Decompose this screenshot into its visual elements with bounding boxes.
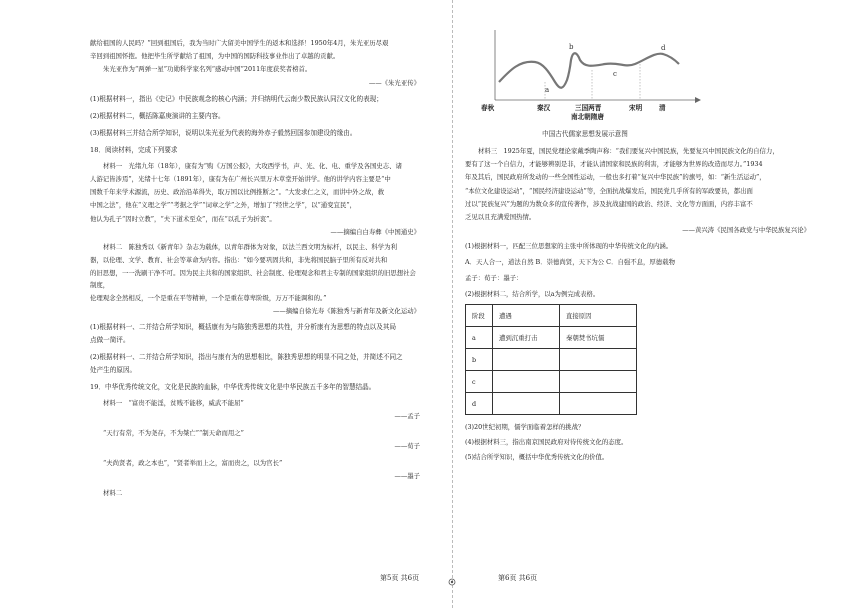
table-cell (493, 393, 560, 415)
right-page (430, 0, 860, 608)
page-number: 第6页 共6页 (498, 574, 538, 582)
material-line: 过以“民族复兴”为题的为数众多的宣传著作，涉及抗战建国的政治、经济、文化等方面面，内容丰富不 (465, 199, 753, 208)
material-line: 要有了这一个自信力，才能够辨别是非，才能认清国家和民族的利害，才能够为世界的改造而尽力。”1934 (465, 160, 763, 169)
table-cell (493, 349, 560, 371)
question-item: (4)根据材料三，指出南京国民政府对待传统文化的态度。 (465, 438, 628, 447)
point-label-c: c (613, 70, 617, 78)
question-item: (2)根据材料一、二并结合所学知识，指出与康有为的思想相比，陈独秀思想的明显不同之处，并简述不同之 (90, 353, 403, 362)
text-line: 辛回到祖国怀抱。他把毕生所学献给了祖国，为中国的国防科技事业作出了卓越的贡献。 (90, 52, 340, 61)
table-cell (493, 371, 560, 393)
diagram-caption: 中国古代儒家思想发展示意图 (542, 130, 628, 138)
quote-line: 材料二 (103, 489, 123, 498)
era-label-songming: 宋明 (629, 104, 643, 112)
material-line: “本位文化建设运动”，“国民经济建设运动”等，全面抗战爆发后，国民党几乎所有的军政要员，都出面 (465, 186, 753, 195)
era-label-qing: 清 (659, 104, 666, 112)
material-line: 材料三 1925年夏，国民党理论家戴季陶声称：“我们要复兴中国民族，先要复兴中国民族文化的自信力， (478, 147, 779, 155)
text-line: 献给祖国的人民吗？”回到祖国后，我为当时广大留美中国学生的返本和选择！1950年4月，朱光亚历尽艰 (90, 39, 389, 47)
source-citation: ——摘编自徐光寿《陈独秀与新青年及新文化运动》 (273, 307, 420, 316)
era-label-qinhan: 秦汉 (537, 104, 551, 112)
material-line: 伦理观念全然相反，一个是重在平等精神，一个是重在尊卑阶级，万万不能调和的。” (90, 293, 327, 302)
point-label-d: d (661, 44, 666, 52)
material-line: 器，以伦理、文学、教育、社会等革命为内容。指出：“如今要巩固共和，非先将国民脑子里所有反对共和 (90, 256, 388, 265)
question-item: (3)20世纪初期，儒学面临着怎样的挑战？ (465, 423, 585, 432)
table-cell: b (466, 349, 493, 371)
text-line: 朱光亚作为“两弹一星”功勋科学家名列“感动中国”2011年度获奖者榜首。 (103, 65, 312, 74)
quote-line: 材料一 “富贵不能淫，贫贱不能移，威武不能屈” (103, 399, 244, 408)
material-line: 乏见以且充满爱国热情。 (465, 213, 536, 222)
diagram-svg (465, 30, 725, 122)
source-citation: ——摘编自白寿彝《中国通史》 (330, 227, 420, 236)
question-item: 点做一简评。 (90, 336, 130, 345)
material-line: 的旧思想，一一洗刷干净不可。因为民主共和的国家组织、社会制度、伦理观念和君主专制的国家组织的旧思想社会制度， (90, 269, 416, 289)
question-item: (3)根据材料三并结合所学知识，说明以朱光亚为代表的海外赤子毅然回国参加建设的缘由。 (90, 128, 357, 137)
question-item: (1)根据材料一，匹配三位思想家的主张中所体现的中华传统文化的内涵。 (465, 242, 673, 251)
answer-line: 孟子：荀子：墨子： (465, 274, 523, 283)
quote-attribution: ——荀子 (394, 442, 420, 451)
material-line: 材料二 陈独秀以《新青年》杂志为载体，以青年群体为对象，以法兰西文明为标杆，以民主、科学为利 (103, 243, 397, 252)
source-citation: ——《朱光亚传》 (368, 78, 420, 87)
table-cell: c (466, 371, 493, 393)
table-header: 阶段 (466, 305, 493, 327)
material-line: 国数千年来学术源流，历史、政治沿革得失，取万国以比例推断之”。“大发求仁之义，而讲中外之故，救 (90, 188, 385, 197)
material-line: 他认为孔子“因时立教”，“夫下道术至众”，而在“以孔子为折衷”。 (90, 214, 276, 223)
x-axis-arrow-icon (695, 97, 701, 103)
era-label-chunqiu: 春秋 (481, 104, 495, 112)
confucian-development-diagram (465, 30, 725, 122)
table-header: 直接原因 (560, 305, 637, 327)
question-item: (2)根据材料二，概括陈嘉庚演讲的主要内容。 (90, 111, 225, 120)
table-cell: d (466, 393, 493, 415)
question-title: 18．阅读材料，完成下列要求 (90, 145, 178, 154)
material-line: 中国之法”，他在“义理之学”“考据之学”“词章之学”之外，增加了“经世之学”，以“通变宜民”， (90, 201, 356, 210)
point-label-b: b (569, 43, 574, 51)
material-line: 人游记皆涉焉”，光绪十七年（1891年），康有为在广州长兴里万木草堂开始讲学。他的讲学内容主要是“中 (90, 175, 391, 184)
table-row (466, 327, 637, 349)
development-curve (499, 53, 679, 88)
table-row (466, 393, 637, 415)
question-item: (1)根据材料一，指出《史记》中民族观念的核心内涵；并归纳明代云南少数民族认同汉文化的表现； (90, 94, 383, 103)
quote-attribution: ——墨子 (394, 472, 420, 481)
table-header: 遭遇 (493, 305, 560, 327)
source-citation: ——黄兴涛《民国各政党与中华民族复兴论》 (682, 226, 810, 235)
page-number: 第5页 共6页 (380, 574, 420, 582)
material-line: 年及其后，国民政府所发动的一些全国性运动，一般也多打着“复兴中华民族”的旗号，如：“新生活运动”， (465, 173, 766, 182)
question-item: 处产生的原因。 (90, 366, 137, 375)
question-item: (5)结合所学知识，概括中华优秀传统文化的价值。 (465, 453, 609, 462)
table-cell: 秦朝焚书坑儒 (560, 327, 637, 349)
question-item: (2)根据材料二，结合所学，以a为例完成表格。 (465, 290, 600, 299)
quote-attribution: ——孟子 (394, 412, 420, 421)
question-item: (1)根据材料一、二并结合所学知识，概括康有为与陈独秀思想的共性，并分析康有为思想的特点以及其局 (90, 323, 397, 332)
era-label-nanbeichao: 南北朝隋唐 (571, 113, 604, 121)
era-label-sanguo: 三国两晋 (575, 104, 602, 112)
table-cell (560, 349, 637, 371)
point-label-a: a (545, 86, 550, 94)
answer-table (465, 304, 637, 415)
material-line: 材料一 光绪九年（18年），康有为“购《万国公报》，大攻西学书，声、光、化、电、重学及各国史志、诸 (103, 161, 402, 170)
table-cell: a (466, 327, 493, 349)
options-line: A．天人合一，道法自然 B．崇德尚贤，天下为公 C．自强不息，厚德载物 (465, 258, 675, 267)
table-cell: 遭到沉重打击 (493, 327, 560, 349)
table-cell (560, 371, 637, 393)
table-row (466, 371, 637, 393)
table-row (466, 349, 637, 371)
question-title: 19．中华优秀传统文化，文化是民族的血脉，中华优秀传统文化是中华民族五千多年的智慧结晶。 (90, 383, 376, 392)
quote-line: “天行有常，不为尧存，不为桀亡”“制天命而用之” (103, 429, 244, 438)
table-cell (560, 393, 637, 415)
table-header-row (466, 305, 637, 327)
quote-line: “夫尚贤者，政之本也”，“贤者举而上之，富而贵之，以为官长” (103, 459, 283, 468)
